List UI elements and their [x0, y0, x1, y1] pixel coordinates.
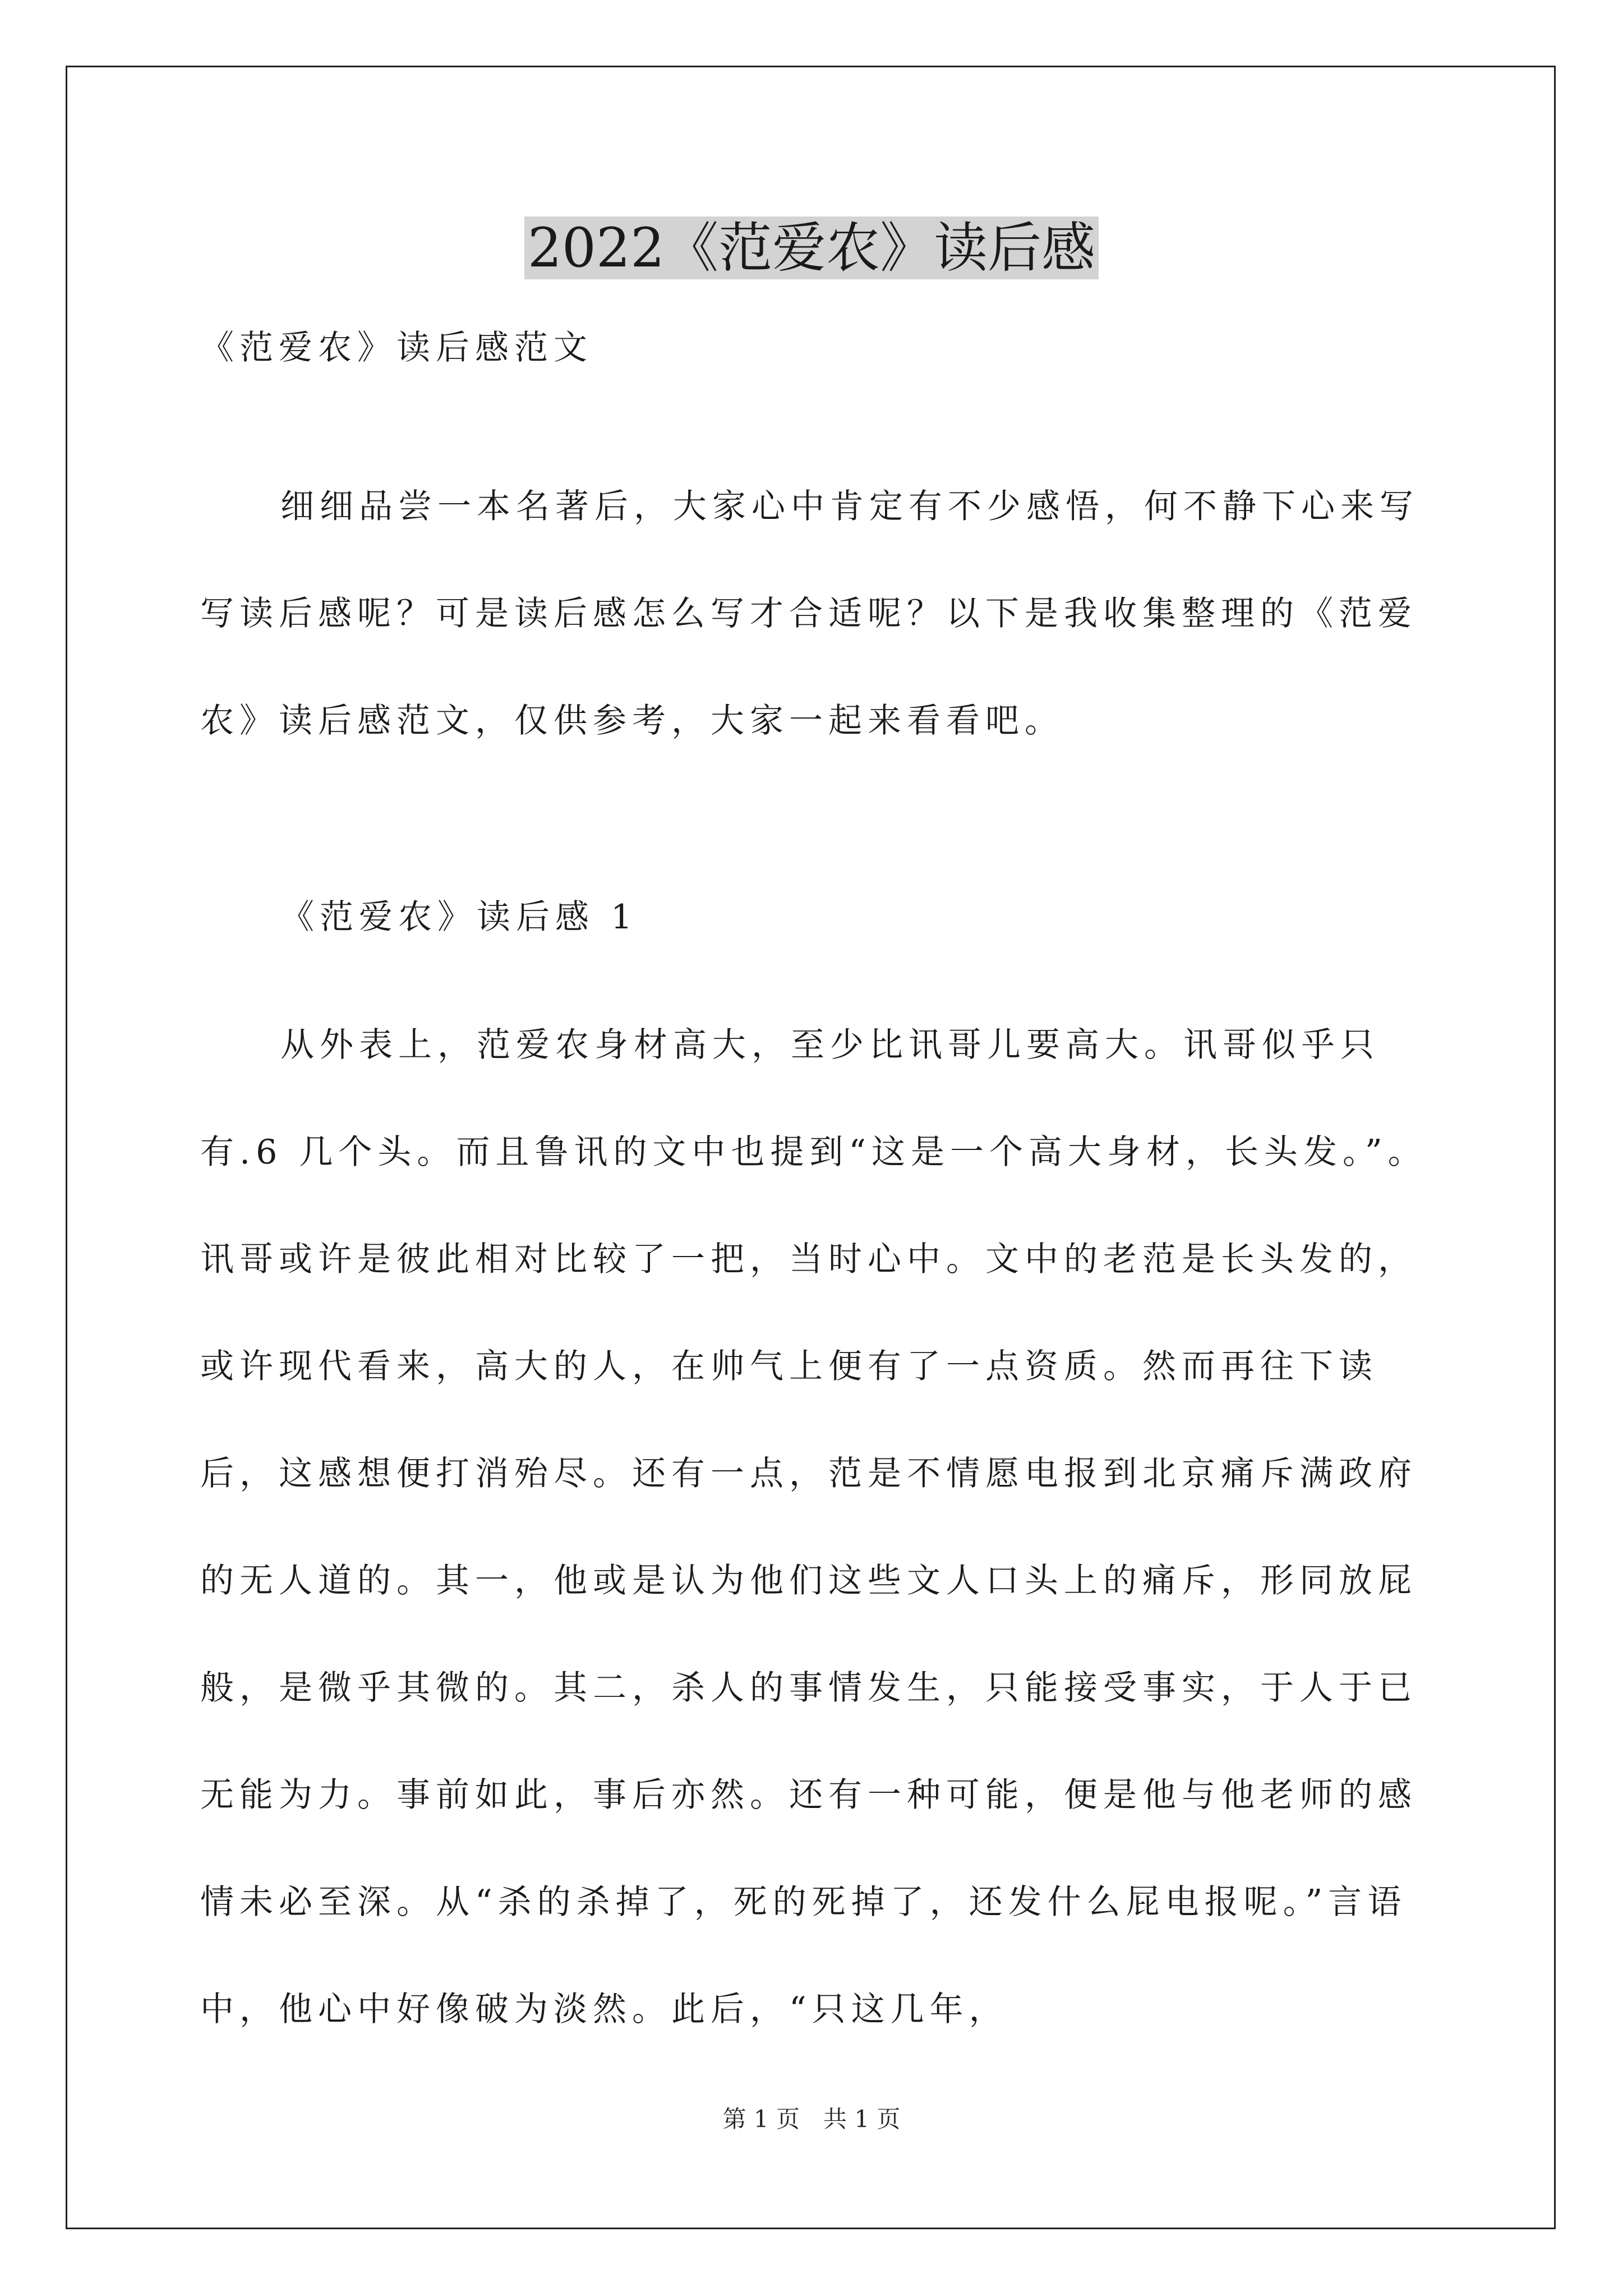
- section-heading: 《范爱农》读后感 1: [280, 898, 638, 937]
- document-title-text: 2022《范爱农》读后感: [524, 217, 1099, 279]
- page-number-footer: 第 1 页 共 1 页: [722, 2105, 901, 2133]
- document-subtitle: 《范爱农》读后感范文: [200, 328, 593, 367]
- document-title: [0, 209, 1623, 287]
- intro-paragraph: 细细品尝一本名著后，大家心中肯定有不少感悟，何不静下心来写写读后感呢？可是读后感怎么写才合适呢？以下是我收集整理的《范爱农》读后感范文，仅供参考，大家一起来看看吧。: [200, 487, 1419, 740]
- section-body-paragraph: 从外表上，范爱农身材高大，至少比讯哥儿要高大。讯哥似乎只有.6 几个头。而且鲁讯的文中也提到“这是一个高大身材，长头发。”。讯哥或许是彼此相对比较了一把，当时心中。文中的老范是长头发的，或许现代看来，高大的人，在帅气上便有了一点资质。然而再往下读后，这感想便打消殆尽。还有一点，范是不情愿电报到北京痛斥满政府的无人道的。其一，他或是认为他们这些文人口头上的痛斥，形同放屁般，是微乎其微的。其二，杀人的事情发生，只能接受事实，于人于已无能为力。事前如此，事后亦然。还有一种可能，便是他与他老师的感情未必至深。从“杀的杀掉了，死的死掉了，还发什么屁电报呢。”言语中，他心中好像破为淡然。此后，“只这几年，: [200, 1025, 1427, 2029]
